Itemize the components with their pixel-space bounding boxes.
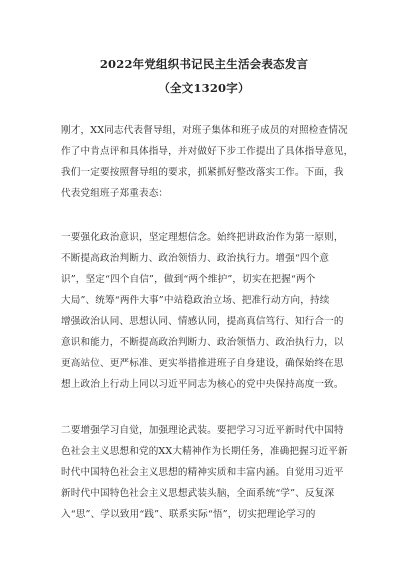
paragraph-1-line-1: 刚才，XX同志代表督导组，对班子集体和班子成员的对照检查情况 [61,125,348,136]
paragraph-2-line-8: 想上政治上行动上同以习近平同志为核心的党中央保持高度一致。 [61,379,344,390]
paragraph-2-line-2: 不断提高政治判断力、政治领悟力、政治执行力。增强“四个意 [61,253,330,264]
paragraph-2-line-5: 增强政治认同、思想认同、情感认同，提高真信笃行、知行合一的 [61,316,344,327]
paragraph-3-line-3: 时代中国特色社会主义思想的精神实质和丰富内涵。自觉用习近平 [61,467,344,478]
document-title: 2022年党组织书记民主生活会表态发言 [99,57,309,71]
paragraph-2-line-7: 更高站位、更严标准、更实举措推进班子自身建设，确保始终在思 [61,358,344,369]
paragraph-2-line-3: 识”，坚定“四个自信”，做到“两个维护”，切实在把握“两个 [61,274,316,285]
paragraph-2-line-1: 一要强化政治意识，坚定理想信念。始终把讲政治作为第一原则， [61,232,344,243]
paragraph-2-line-6: 意识和能力，不断提高政治判断力、政治领悟力、政治执行力，以 [61,337,344,348]
paragraph-3-line-5: 入“思”、学以致用“践”、联系实际“悟”，切实把理论学习的 [61,509,316,520]
paragraph-3-line-1: 二要增强学习自觉，加强理论武装。要把学习习近平新时代中国特 [61,425,344,436]
document-subtitle: （全文1320字） [158,81,250,95]
paragraph-1-line-3: 我们一定要按照督导组的要求，抓紧抓好整改落实工作。下面，我 [61,167,344,178]
paragraph-1-line-4: 代表党组班子郑重表态： [61,188,169,199]
paragraph-1-line-2: 作了中肯点评和具体指导，并对做好下步工作提出了具体指导意见， [61,146,354,157]
paragraph-3-line-2: 色社会主义思想和党的XX大精神作为长期任务，准确把握习近平新 [61,446,348,457]
paragraph-3-line-4: 新时代中国特色社会主义思想武装头脑，全面系统“学”、反复深 [61,488,335,499]
paragraph-2-line-4: 大局”、统筹“两件大事”中站稳政治立场、把准行动方向，持续 [61,295,330,306]
